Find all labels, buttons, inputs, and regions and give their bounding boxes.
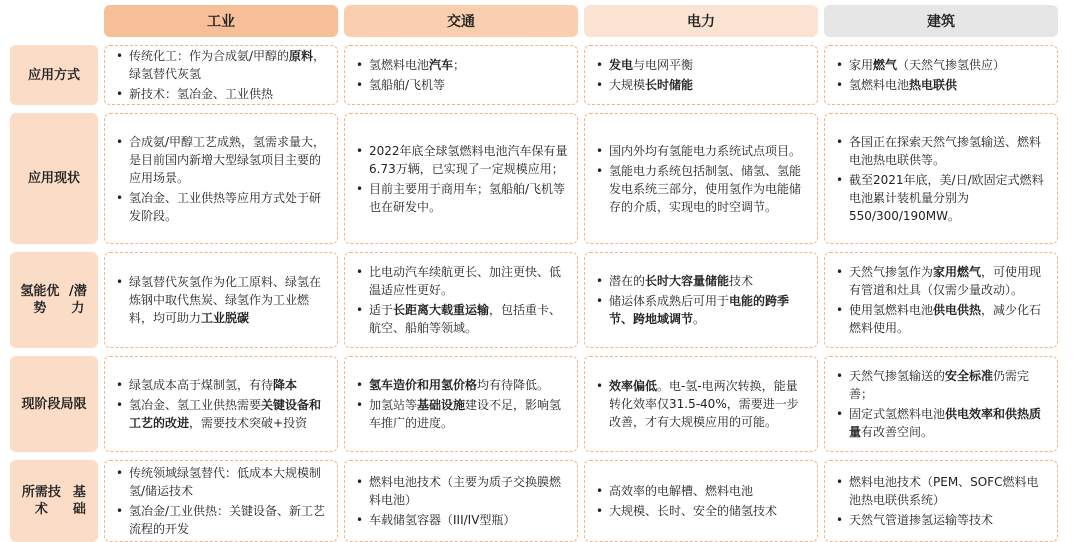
text-segment: 国内外均有氢能电力系统试点项目。 [609,143,802,158]
text-segment: 加氢站等 [369,398,418,412]
text-segment: 目前主要用于商用车；氢船舶/飞机等也在研发中。 [369,181,566,214]
bullet-list [833,54,1049,96]
row-header-line: 所需技术 [21,485,61,517]
text-segment: 各国正在探索天然气掺氢输送、燃料电池热电联供等。 [849,134,1042,167]
row-header-current-status [10,113,98,244]
cell-application-mode-building [824,45,1058,105]
bold-text: 发电 [609,58,634,72]
bullet-item [113,85,329,103]
bullet-list [113,462,329,540]
text-segment: 家用 [849,58,874,72]
text-segment: 均有待降低。 [477,378,550,392]
text-segment: ，可使用现有管道和灶具（仅需少量改动）。 [849,265,1042,297]
bold-text: 降本 [273,378,298,392]
text-segment: 比电动汽车续航更长、加注更快、低温适应性更好。 [369,265,562,297]
bullet-list [833,261,1049,339]
corner-blank [10,5,98,37]
bullet-item [593,377,809,431]
bold-text: 长时储能 [645,78,694,92]
text-segment: 氢冶金/工业供热：关键设备、新工艺流程的开发 [129,504,326,536]
bullet-item [113,464,329,500]
bullet-item [113,502,329,538]
bullet-item [833,56,1049,74]
text-segment: ； [453,58,466,72]
text-segment: 燃料电池技术（PEM、SOFC燃料电池热电联供系统） [849,475,1039,507]
bullet-item [353,142,569,178]
text-segment: 氢燃料电池 [849,78,910,92]
bullet-item [593,56,809,74]
bullet-item [833,263,1049,299]
bullet-list [353,261,569,339]
bold-text: 安全标准 [945,369,994,383]
bullet-item [353,301,569,337]
bullet-list [593,375,809,433]
text-segment: 使用氢燃料电池 [849,303,934,317]
bullet-item [593,272,809,290]
bullet-list [113,45,329,105]
text-segment: 燃料电池技术（主要为质子交换膜燃料电池） [369,475,562,507]
text-segment: 氢冶金、工业供热等应用方式处于研发阶段。 [129,190,322,223]
text-segment: 氢能电力系统包括制氢、储氢、氢能发电系统三部分，使用氢作为电能储存的介质，实现电的时空调节。 [609,163,802,214]
cell-current-status-transport [344,113,578,244]
bold-text: 氢车造价和用氢价格 [369,378,478,392]
bullet-item [593,292,809,328]
bold-text: 效率偏低 [609,379,658,393]
text-segment: 固定式氢燃料电池 [849,407,946,421]
bullet-item [353,396,569,432]
bold-text: 基础设施 [417,398,466,412]
cell-advantages-potential-transport [344,252,578,348]
bold-text: 长距离大载重运输 [393,303,490,317]
text-segment: 2022年底全球氢燃料电池汽车保有量6.73万辆，已实现了一定规模应用； [369,143,568,176]
bullet-item [353,473,569,509]
cell-required-technology-industry [104,460,338,542]
cell-current-limitations-transport [344,356,578,452]
text-segment: 绿氢替代灰氢作为化工原料、绿氢在炼钢中取代焦炭、绿氢作为工业燃料，均可助力 [129,275,322,325]
bullet-item [113,133,329,187]
bullet-list [353,54,569,96]
text-segment: 传统领域绿氢替代：低成本大规模制氢/储运技术 [129,466,322,498]
bold-text: 原料 [289,49,314,63]
row-header-line: /潜力 [69,284,87,316]
bold-text: 供电效率和供热质量 [849,407,1042,439]
bullet-list [593,480,809,522]
text-segment: ，绿氢替代灰氢 [129,49,326,81]
column-header-power: 电力 [584,5,818,37]
cell-required-technology-transport [344,460,578,542]
cell-application-mode-transport [344,45,578,105]
bullet-item [113,47,329,83]
bold-text: 燃气 [873,58,898,72]
bullet-item [353,263,569,299]
text-segment: 储运体系成熟后可用于 [609,294,730,308]
bullet-list [113,131,329,227]
row-header-line: 限 [73,396,87,412]
text-segment: 适于 [369,303,394,317]
bold-text: 工业脱碳 [201,311,250,325]
cell-current-status-industry [104,113,338,244]
text-segment: （天然气掺氢供应） [897,58,1006,72]
row-header-line: 应用方式 [27,67,80,83]
text-segment: 仍需完善； [849,369,1030,401]
bullet-item [833,511,1049,529]
bold-text: 供电供热 [933,303,982,317]
text-segment: 建设不足，影响氢车推广的进度。 [369,398,562,430]
text-segment: 绿氢成本高于煤制氢，有待 [129,378,274,392]
bullet-item [113,189,329,225]
text-segment: 氢冶金、氢工业供热需要 [129,398,262,412]
bullet-item [833,367,1049,403]
text-segment: 高效率的电解槽、燃料电池 [609,484,754,498]
row-header-required-technology [10,460,98,542]
bullet-list [833,131,1049,227]
bullet-item [833,171,1049,225]
text-segment: 与电网平衡 [633,58,694,72]
text-segment: 天然气掺氢输送的 [849,369,946,383]
bullet-item [113,396,329,432]
cell-application-mode-industry [104,45,338,105]
bullet-list [593,270,809,330]
text-segment: 天然气掺氢作为 [849,265,934,279]
bullet-item [353,376,569,394]
bullet-list [353,471,569,531]
text-segment: 氢燃料电池 [369,58,430,72]
bullet-list [113,271,329,329]
bold-text: 汽车 [429,58,454,72]
row-header-advantages-potential [10,252,98,348]
text-segment: 天然气管道掺氢运输等技术 [849,513,994,527]
cell-advantages-potential-building [824,252,1058,348]
cell-required-technology-power [584,460,818,542]
bullet-item [353,180,569,216]
bullet-item [593,76,809,94]
text-segment: 车载储氢容器（III/IV型瓶） [369,513,516,527]
cell-current-limitations-industry [104,356,338,452]
bullet-item [593,502,809,520]
row-header-line: 基础 [72,485,86,517]
bold-text: 关键设备和工艺的改进 [129,398,322,430]
bullet-list [113,374,329,434]
bullet-item [593,142,809,160]
cell-current-status-power [584,113,818,244]
bullet-item [833,76,1049,94]
bullet-list [593,54,809,96]
column-header-industry: 工业 [104,5,338,37]
bullet-item [353,511,569,529]
text-segment: 大规模 [609,78,646,92]
bullet-item [833,405,1049,441]
text-segment: ，包括重卡、航空、船舶等领域。 [369,303,562,335]
column-header-transport: 交通 [344,5,578,37]
bullet-list [353,374,569,434]
row-header-application-mode [10,45,98,105]
bullet-list [353,140,569,218]
bullet-item [113,273,329,327]
bullet-item [113,376,329,394]
bold-text: 热电联供 [909,78,958,92]
text-segment: 大规模、长时、安全的储氢技术 [609,504,778,518]
text-segment: 。 [693,312,706,326]
bullet-list [833,471,1049,531]
cell-application-mode-power [584,45,818,105]
bold-text: 长时大容量储能 [645,274,730,288]
row-header-current-limitations [10,356,98,452]
text-segment: 传统化工：作为合成氨/甲醇的 [129,49,290,63]
cell-advantages-potential-industry [104,252,338,348]
cell-current-limitations-building [824,356,1058,452]
bullet-list [833,365,1049,443]
bullet-item [593,482,809,500]
text-segment: 新技术：氢冶金、工业供热 [129,87,274,101]
text-segment: 合成氨/甲醇工艺成熟，氢需求量大，是目前国内新增大型绿氢项目主要的应用场景。 [129,134,326,185]
bold-text: 电能的跨季节、跨地域调节 [609,294,790,326]
bullet-item [833,473,1049,509]
cell-required-technology-building [824,460,1058,542]
bullet-item [833,301,1049,337]
text-segment: 。电-氢-电两次转换，能量转化效率仅31.5-40%，需要进一步改善，才有大规模应用的可能。 [609,379,799,429]
text-segment: 氢船舶/飞机等 [369,78,446,92]
text-segment: 截至2021年底，美/日/欧固定式燃料电池累计装机量分别为550/300/190MW。 [849,172,1044,223]
cell-current-limitations-power [584,356,818,452]
bullet-item [833,133,1049,169]
cell-advantages-potential-power [584,252,818,348]
row-header-line: 应用现状 [27,171,80,186]
bold-text: 家用燃气 [933,265,982,279]
text-segment: 有改善空间。 [861,425,934,439]
cell-current-status-building [824,113,1058,244]
hydrogen-application-table [10,5,1074,536]
bullet-item [593,162,809,216]
bullet-item [353,56,569,74]
row-header-line: 氢能优势 [20,284,60,316]
bullet-list [593,140,809,218]
text-segment: 潜在的 [609,274,646,288]
column-header-building: 建筑 [824,5,1058,37]
text-segment: ，减少化石燃料使用。 [849,303,1042,335]
text-segment: 技术 [729,274,754,288]
row-header-line: 现阶段局 [21,396,74,412]
bullet-item [353,76,569,94]
text-segment: ，需要技术突破+投资 [189,416,308,430]
